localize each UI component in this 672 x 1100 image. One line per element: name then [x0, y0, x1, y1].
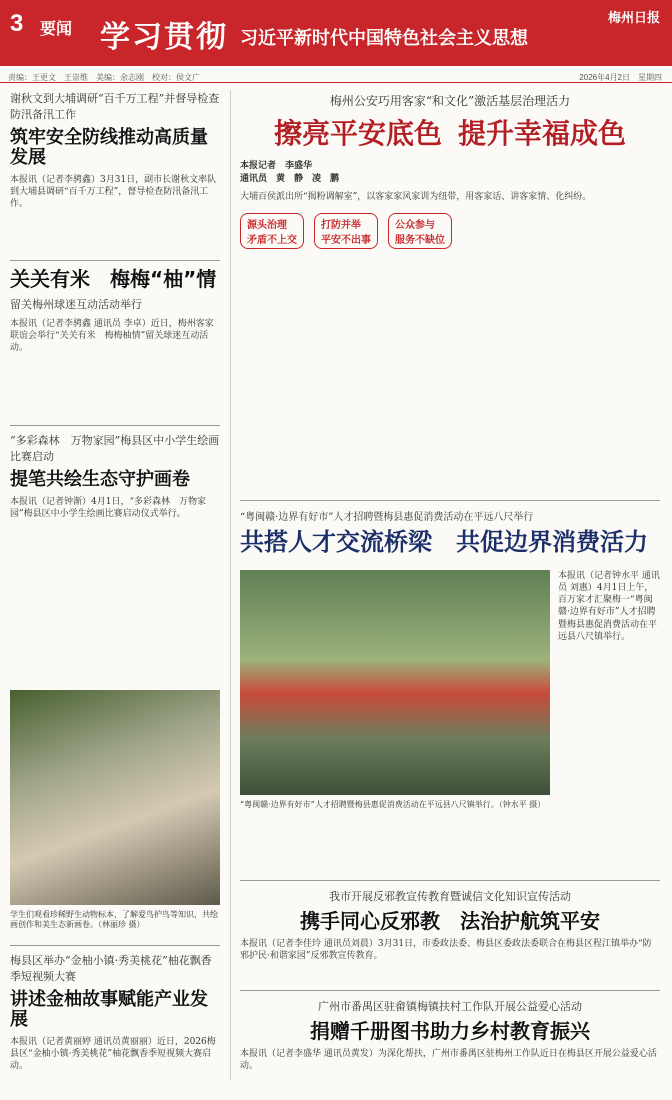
article-body: 本报讯（记者李骋鑫）3月31日，副市长谢秋文率队到大埔县调研“百千万工程”，督导检查防汛备汛工作。	[10, 174, 217, 209]
article-headline: 共搭人才交流桥梁 共促边界消费活力	[240, 528, 648, 556]
newspaper-logo: 梅州日报	[607, 11, 660, 26]
editors-line: 责编：王更文 王崇维 美编：余志刚 校对：侯文广	[8, 73, 200, 82]
article-kicker: 谢秋文到大埔调研“百千万工程”并督导检查防汛备汛工作	[10, 92, 220, 121]
article-anti-cult	[240, 888, 660, 962]
headline-row	[240, 119, 660, 148]
subhead-pills	[240, 213, 660, 249]
column-divider	[230, 90, 231, 1080]
article-headline: 筑牢安全防线推动高质量发展	[10, 127, 208, 168]
article-body: 大埔百侯派出所“揭粉调解室”，以客家家风家训为纽带，用客家话、讲客家情、化纠纷。	[240, 191, 592, 202]
article-kicker: 梅州公安巧用客家“和文化”激活基层治理活力	[329, 94, 571, 108]
page-number: 3	[10, 10, 24, 37]
date-line: 2026年4月2日 星期四	[579, 73, 662, 82]
page-banner	[0, 0, 672, 66]
headline-left: 擦亮平安底色	[273, 117, 442, 150]
article-headline: 捐赠千册图书助力乡村教育振兴	[310, 1019, 590, 1043]
article-kicker: 广州市番禺区驻畲镇梅镇扶村工作队开展公益爱心活动	[318, 1000, 582, 1013]
divider	[240, 990, 660, 991]
article-anti-flood	[10, 90, 220, 210]
divider	[240, 880, 660, 881]
kids-photo	[10, 690, 220, 905]
article-police	[240, 92, 660, 249]
article-body: 本报讯（记者李佳玲 通讯员刘晨）3月31日，市委政法委、梅县区委政法委联合在梅县区程江镇举办“防邪护民·和谐家园”反邪教宣传教育。	[240, 939, 652, 962]
article-kicker: 梅县区举办“金柚小镇·秀美桃花”柚花飘香季短视频大赛	[10, 954, 212, 983]
market-photo	[240, 570, 550, 795]
divider	[10, 945, 220, 946]
article-kicker: “多彩森林 万物家园”梅县区中小学生绘画比赛启动	[10, 434, 220, 463]
article-headline: 讲述金柚故事赋能产业发展	[10, 989, 208, 1030]
article-byline: 本报记者 李盛华 通讯员 黄 静 凌 鹏	[240, 161, 340, 184]
banner-subtitle: 习近平新时代中国特色社会主义思想	[240, 28, 528, 49]
article-talent-fair	[240, 508, 660, 555]
divider	[240, 500, 660, 501]
article-body: 本报讯（记者钟水平 通讯员 刘惠）4月1日上午，百万家才汇聚梅一“粤闽赣·边界有好市”人才招聘暨梅县惠促消费活动在平远县八尺镇举行。	[558, 571, 660, 642]
headline-right: 提升幸福成色	[458, 117, 627, 150]
article-painting	[10, 432, 220, 520]
banner-title: 学习贯彻	[100, 20, 228, 55]
photo-caption: “粤闽赣·边界有好市”人才招聘暨梅县惠促消费活动在平远县八尺镇举行。（钟水平 摄）	[240, 800, 546, 809]
article-books	[240, 998, 660, 1072]
subhead-pill: 源头治理 矛盾不上交	[240, 213, 304, 249]
article-football-fans	[10, 268, 220, 354]
divider	[10, 425, 220, 426]
article-kicker: “粤闽赣·边界有好市”人才招聘暨梅县惠促消费活动在平远八尺举行	[240, 512, 534, 523]
article-kicker: 我市开展反邪教宣传教育暨诚信文化知识宣传活动	[329, 890, 571, 903]
article-headline: 携手同心反邪教 法治护航筑平安	[300, 909, 600, 933]
article-pomelo	[10, 952, 220, 1072]
article-body: 本报讯（记者黄丽婷 通讯员黄丽丽）近日，2026梅县区“金柚小镇·秀美桃花”柚花飘香季短视频大赛启动。	[10, 1036, 216, 1071]
photo-caption: 学生们观看珍稀野生动物标本，了解爱鸟护鸟等知识，共绘画创作和美生态新画卷。（林丽珍 摄）	[10, 910, 218, 930]
article-headline: 提笔共绘生态守护画卷	[10, 469, 190, 490]
subhead-pill: 打防并举 平安不出事	[314, 213, 378, 249]
header-rule	[0, 82, 672, 83]
article-body: 本报讯（记者钟渐）4月1日，“多彩森林 万物家园”梅县区中小学生绘画比赛启动仪式举行。	[10, 496, 207, 519]
article-body: 本报讯（记者李骋鑫 通讯员 李卓）近日，梅州客家联谊会举行“关关有米 梅梅柚情”留关球迷互动活动。	[10, 319, 214, 354]
subhead-pill: 公众参与 服务不缺位	[388, 213, 452, 249]
section-label: 要闻	[40, 21, 73, 38]
article-body: 本报讯（记者李盛华 通讯员黄发）为深化帮扶，广州市番禺区驻梅州工作队近日在梅县区开展公益爱心活动。	[240, 1049, 657, 1072]
article-headline: 关关有米 梅梅“柚”情	[10, 267, 217, 291]
article-subtitle: 留关梅州球迷互动活动举行	[10, 298, 142, 311]
divider	[10, 260, 220, 261]
